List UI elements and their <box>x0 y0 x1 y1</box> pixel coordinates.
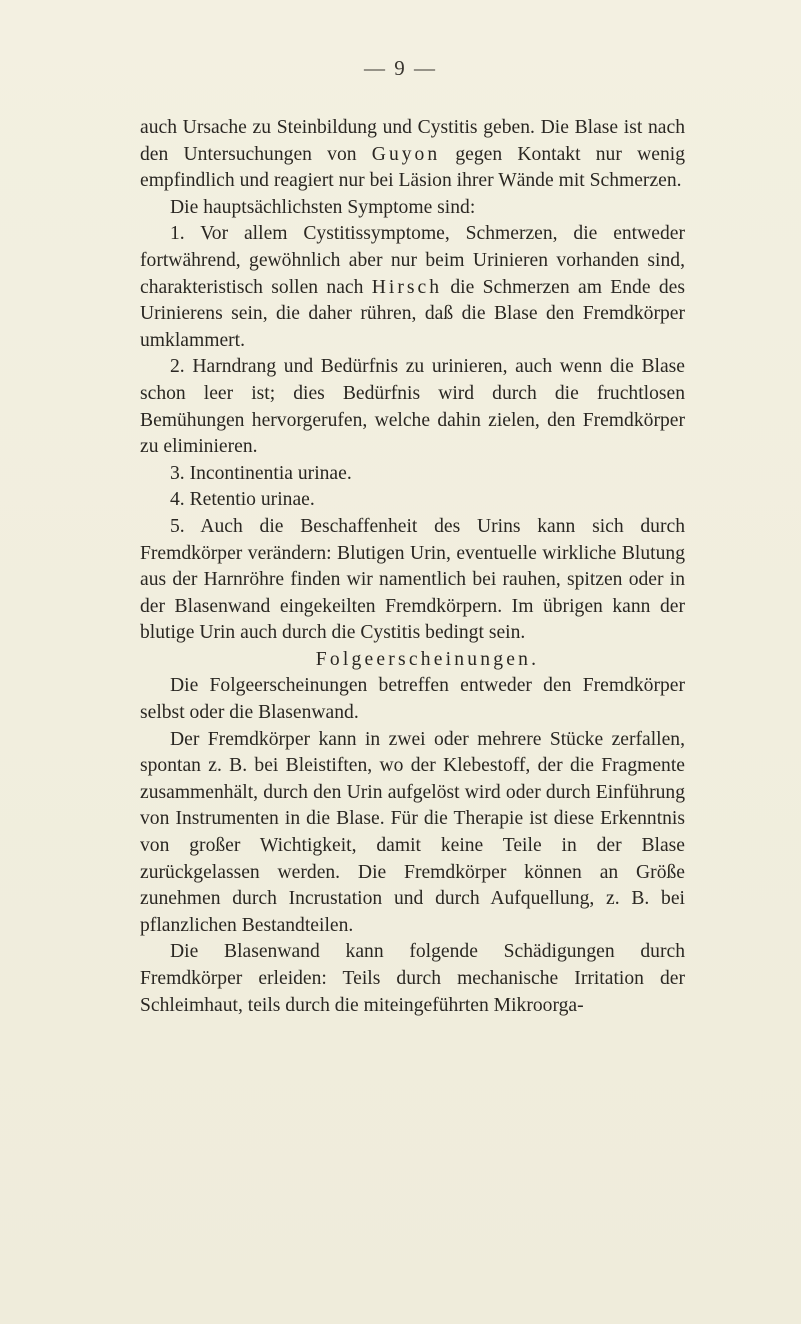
list-item-symptom-2: 2. Harndrang und Bedürfnis zu urinieren, auch wenn die Blase schon leer ist; dies Bedürfnis wird durch die fruchtlosen Bemühungen hervorgerufen, welche dahin zielen, den Fremdkörper zu eliminieren. <box>140 356 685 458</box>
list-item-symptom-5: 5. Auch die Beschaffenheit des Urins kann sich durch Fremdkörper verändern: Blutigen Urin, eventuelle wirkliche Blutung aus der Harnröhre finden wir namentlich bei rauhen, spitzen oder in der Blasenwand eingekeilten Fremdkörpern. Im übrigen kann der blutige Urin auch durch die Cystitis bedingt sein. <box>140 515 685 644</box>
section-heading: Folgeerscheinungen. <box>315 648 540 670</box>
paragraph <box>140 115 685 195</box>
paragraph: Die Blasenwand kann folgende Schädigungen durch Fremdkörper erleiden: Teils durch mechanische Irritation der Schleimhaut, teils durch die miteingeführten Mikroorga- <box>140 941 685 1016</box>
author-name-hirsch: Hirsch <box>371 276 443 298</box>
text-run: auch Ursache zu Steinbildung und Cystitis geben. Die Blase ist nach den Untersuchungen von <box>140 117 685 165</box>
body-text <box>140 115 685 1019</box>
text-run: die Schmerzen am Ende des Urinierens sein, die daher rühren, daß die Blase den Fremdkörper umklammert. <box>140 276 686 351</box>
paragraph: Die Folgeerscheinungen betreffen entweder den Fremdkörper selbst oder die Blasenwand. <box>140 675 685 724</box>
text-run: 1. Vor allem Cystitissymptome, Schmerzen, die entweder fortwährend, gewöhnlich aber nur beim Urinieren vorhanden sind, charakteristisch sollen nach <box>140 223 685 298</box>
page-number: — 9 — <box>364 56 437 80</box>
author-name-guyon: Guyon <box>371 143 441 165</box>
list-item-symptom-4: 4. Retentio urinae. <box>170 489 315 511</box>
list-item-symptom-1 <box>140 221 685 354</box>
paragraph: Die hauptsächlichsten Symptome sind: <box>170 196 476 218</box>
paragraph: Der Fremdkörper kann in zwei oder mehrere Stücke zerfallen, spontan z. B. bei Bleistiften, wo der Klebestoff, der die Fragmente zusammenhält, durch den Urin aufgelöst wird oder durch Einführung von Instrumenten in die Blase. Für die Therapie ist diese Erkenntnis von großer Wichtigkeit, damit keine Teile in der Blase zurückgelassen werden. Die Fremdkörper können an Größe zunehmen durch Incrustation und durch Aufquellung, z. B. bei pflanzlichen Bestandteilen. <box>140 728 685 936</box>
text-run: gegen Kontakt nur wenig empfindlich und reagiert nur bei Läsion ihrer Wände mit Schmerzen. <box>140 143 685 192</box>
list-item-symptom-3: 3. Incontinentia urinae. <box>170 462 352 484</box>
